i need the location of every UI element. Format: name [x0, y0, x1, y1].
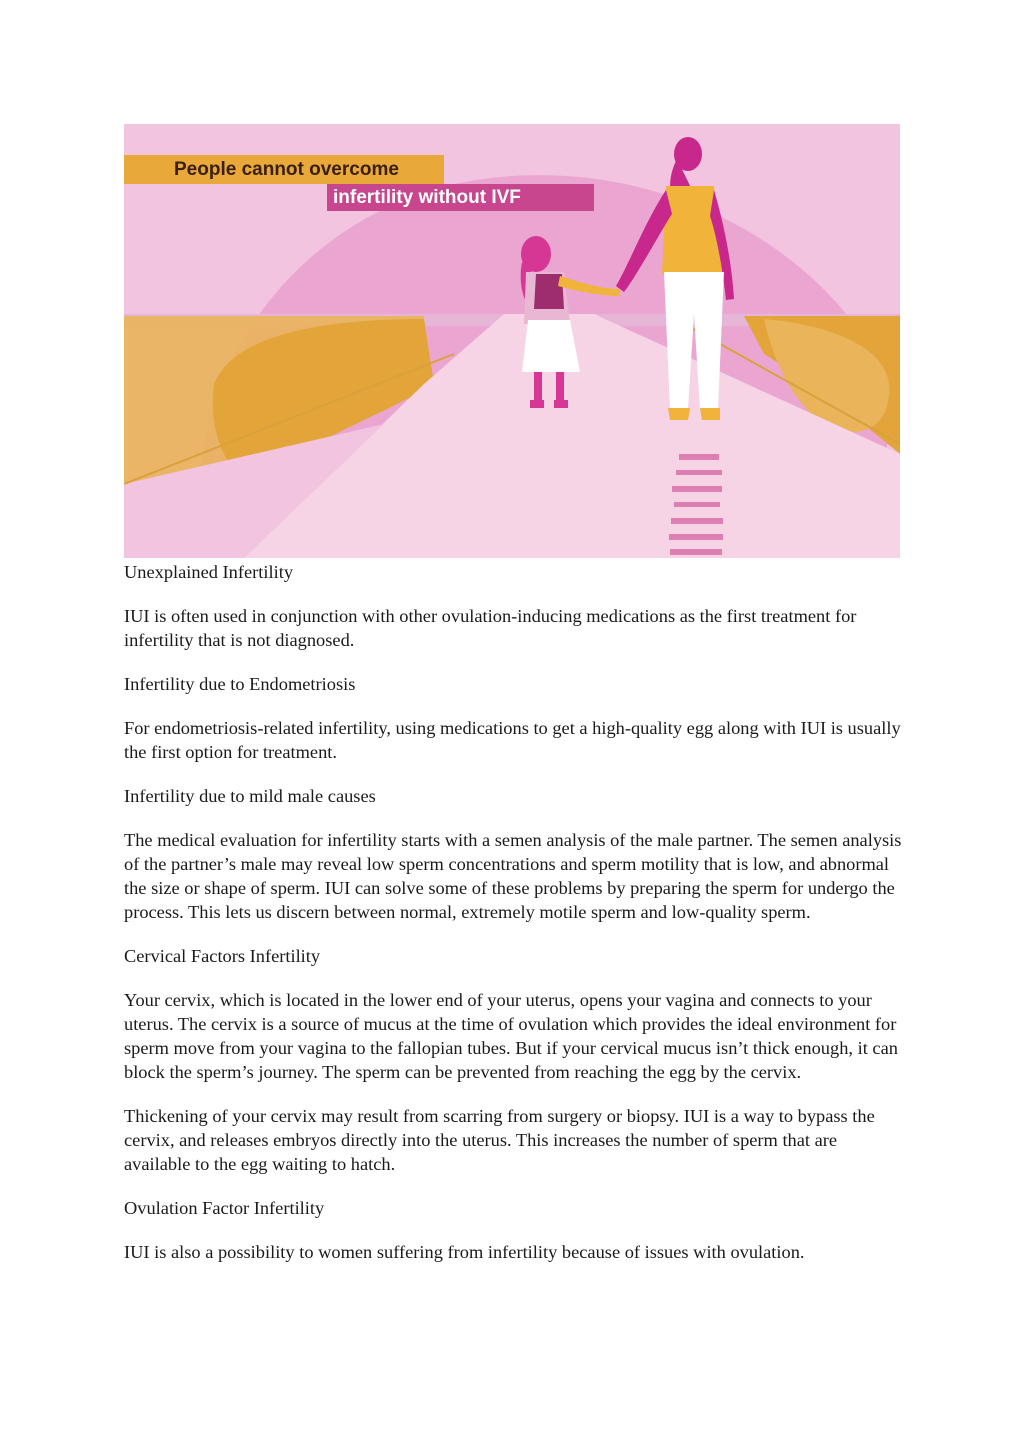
- paragraph: IUI is often used in conjunction with other ovulation-inducing medications as the first treatment for infertility that is not diagnosed.: [124, 606, 857, 650]
- paragraph: For endometriosis-related infertility, using medications to get a high-quality egg along with IUI is usually the first option for treatment.: [124, 718, 901, 762]
- section-heading: Infertility due to mild male causes: [124, 786, 376, 806]
- paragraph: Thickening of your cervix may result from scarring from surgery or biopsy. IUI is a way to bypass the cervix, and releases embryos directly into the uterus. This increases the number of sperm that are available to the egg waiting to hatch.: [124, 1106, 875, 1174]
- hero-illustration: [124, 124, 900, 558]
- paragraph: Your cervix, which is located in the lower end of your uterus, opens your vagina and connects to your uterus. The cervix is a source of mucus at the time of ovulation which provides the ideal environment for sperm move from your vagina to the fallopian tubes. But if your cervical mucus isn’t thick enough, it can block the sperm’s journey. The sperm can be prevented from reaching the egg by the cervix.: [124, 990, 898, 1082]
- paragraph: IUI is also a possibility to women suffering from infertility because of issues with ovulation.: [124, 1242, 805, 1262]
- section-heading: Ovulation Factor Infertility: [124, 1198, 325, 1218]
- banner-caption-line-1: People cannot overcome: [124, 155, 444, 184]
- paragraph: The medical evaluation for infertility starts with a semen analysis of the male partner. The semen analysis of the partner’s male may reveal low sperm concentrations and sperm motility that is low, and abnormal the size or shape of sperm. IUI can solve some of these problems by preparing the sperm for undergo the process. This lets us discern between normal, extremely motile sperm and low-quality sperm.: [124, 830, 902, 922]
- section-heading: Infertility due to Endometriosis: [124, 674, 356, 694]
- section-heading: Cervical Factors Infertility: [124, 946, 321, 966]
- banner-caption-line-2: infertility without IVF: [327, 184, 594, 211]
- section-heading: Unexplained Infertility: [124, 562, 294, 582]
- article-body: [124, 560, 904, 1264]
